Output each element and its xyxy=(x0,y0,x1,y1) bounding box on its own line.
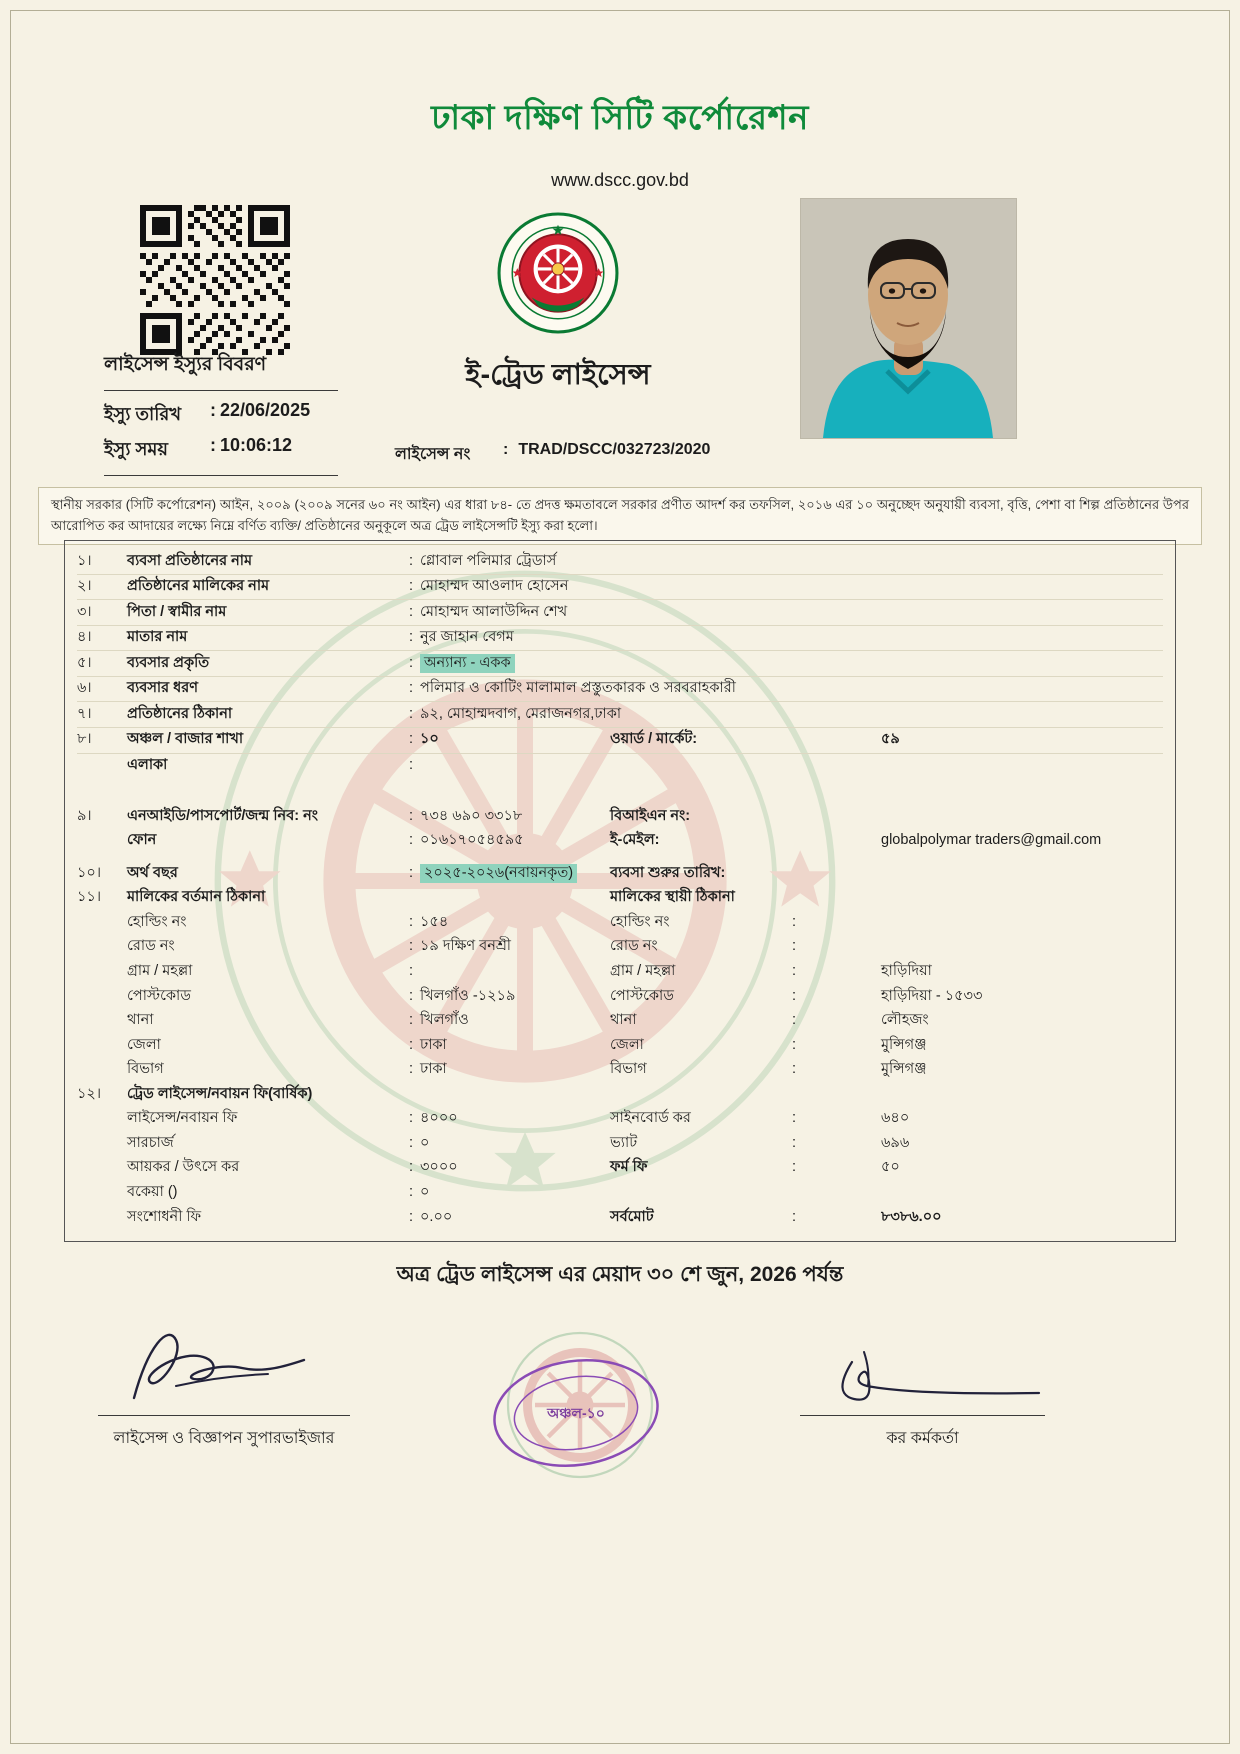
phone-label: ফোন xyxy=(127,832,157,849)
license-number-row xyxy=(395,441,710,468)
colon: : xyxy=(408,1061,414,1078)
current-address-title: মালিকের বর্তমান ঠিকানা xyxy=(127,889,266,906)
row-number: ৩। xyxy=(77,603,92,620)
fee-value: ৩০০০ xyxy=(420,1159,458,1176)
address-row-village xyxy=(77,959,1163,984)
colon: : xyxy=(408,962,414,979)
field-label: পিতা / স্বামীর নাম xyxy=(127,603,227,620)
colon: : xyxy=(408,1036,414,1053)
fee-row-arrears xyxy=(77,1181,1163,1206)
website-url: www.dscc.gov.bd xyxy=(551,170,689,190)
fee-row-surcharge xyxy=(77,1131,1163,1156)
permanent-address-title: মালিকের স্থায়ী ঠিকানা xyxy=(610,889,735,906)
colon: : xyxy=(791,913,797,930)
colon: : xyxy=(408,705,414,722)
supervisor-signature xyxy=(118,1318,338,1418)
address-label: থানা xyxy=(127,1012,154,1029)
fee-right-value: ৬৯৬ xyxy=(881,1134,910,1151)
tax-officer-signature xyxy=(812,1338,1047,1423)
fiscal-year-value: ২০২৫-২০২৬(নবায়নকৃত) xyxy=(420,864,577,884)
fee-row-license xyxy=(77,1107,1163,1132)
zone-value: ১০ xyxy=(420,731,439,748)
current-value: ১৫৪ xyxy=(420,913,449,930)
license-number-value: TRAD/DSCC/032723/2020 xyxy=(518,441,711,458)
row-number: ৫। xyxy=(77,654,92,671)
perm-label: জেলা xyxy=(610,1036,644,1053)
fee-right-value: ৫০ xyxy=(881,1159,900,1176)
address-label: হোল্ডিং নং xyxy=(127,913,187,930)
fee-row-incometax xyxy=(77,1156,1163,1181)
document-title: ই-ট্রেড লাইসেন্স xyxy=(465,359,651,391)
row-address-headers xyxy=(77,886,1163,911)
fee-value: ০ xyxy=(420,1134,430,1151)
dscc-logo-icon xyxy=(497,212,619,334)
perm-value: হাড়িদিয়া xyxy=(881,962,932,979)
row-number: ৭। xyxy=(77,705,92,722)
current-value: খিলগাঁও -১২১৯ xyxy=(420,987,516,1004)
license-details-table xyxy=(64,540,1176,1242)
nid-label: এনআইডি/পাসপোর্ট/জন্ম নিব: নং xyxy=(127,807,319,824)
zone-stamp xyxy=(486,1352,666,1479)
current-value: ঢাকা xyxy=(420,1061,447,1078)
issue-time-row xyxy=(104,433,338,468)
colon: : xyxy=(408,731,414,748)
org-title: ঢাকা দক্ষিণ সিটি কর্পোরেশন xyxy=(431,99,809,137)
fee-right-label: ভ্যাট xyxy=(610,1134,638,1151)
colon: : xyxy=(791,1110,797,1127)
colon: : xyxy=(791,987,797,1004)
address-row-postcode xyxy=(77,984,1163,1009)
perm-value: লৌহজং xyxy=(881,1012,929,1029)
colon: : xyxy=(210,435,216,455)
field-label: প্রতিষ্ঠানের ঠিকানা xyxy=(127,705,233,722)
colon: : xyxy=(503,441,509,458)
row-phone-email xyxy=(77,829,1163,854)
email-value: globalpolymar traders@gmail.com xyxy=(881,832,1102,849)
field-value: গ্লোবাল পলিমার ট্রেডার্স xyxy=(420,552,557,569)
row-father-name xyxy=(77,600,1163,626)
colon: : xyxy=(408,807,414,824)
fee-label: আয়কর / উৎসে কর xyxy=(127,1159,240,1176)
fee-right-label: ফর্ম ফি xyxy=(610,1159,648,1176)
area-label: এলাকা xyxy=(127,757,168,773)
perm-value: হাড়িদিয়া - ১৫৩৩ xyxy=(881,987,983,1004)
address-row-road xyxy=(77,935,1163,960)
field-value: মোহাম্মদ আলাউদ্দিন শেখ xyxy=(420,603,568,620)
row-business-name xyxy=(77,549,1163,575)
address-label: পোস্টকোড xyxy=(127,987,191,1004)
row-establishment-address xyxy=(77,702,1163,728)
current-value: ১৯ দক্ষিণ বনশ্রী xyxy=(420,938,511,955)
issue-time-label: ইস্যু সময় xyxy=(104,439,168,459)
legal-clause-text: স্থানীয় সরকার (সিটি কর্পোরেশন) আইন, ২০০৯ (২০০৯ সনের ৬০ নং আইন) এর ধারা ৮৪- তে প্রদত্ত ক্ষমতাবলে সরকার প্রণীত আদর্শ কর তফসিল, ২০১৬ এর ১০ অনুচ্ছেদ অনুযায়ী ব্যবসা, বৃত্তি, পেশা বা শিল্প প্রতিষ্ঠানের উপর আরোপিত কর আদায়ের লক্ষ্যে নিম্নে বর্ণিত ব্যক্তি/ প্রতিষ্ঠানের অনুকূলে অত্র ট্রেড লাইসেন্সটি ইস্যু করা হলো। xyxy=(38,487,1202,545)
colon: : xyxy=(791,1036,797,1053)
colon: : xyxy=(408,629,414,646)
row-number: ১১। xyxy=(77,889,102,906)
row-number: ৯। xyxy=(77,807,92,824)
row-number: ৮। xyxy=(77,731,92,748)
row-area xyxy=(77,754,1163,779)
fee-right-label: সর্বমোট xyxy=(610,1208,654,1225)
address-label: রোড নং xyxy=(127,938,175,955)
field-value-highlighted: অন্যান্য - একক xyxy=(420,654,515,674)
field-label: অঞ্চল / বাজার শাখা xyxy=(127,731,244,748)
issue-details xyxy=(104,350,338,476)
colon: : xyxy=(791,1159,797,1176)
stamp-text: অঞ্চল-১০ xyxy=(547,1405,605,1421)
fees-section-title: ট্রেড লাইসেন্স/নবায়ন ফি(বার্ষিক) xyxy=(127,1085,313,1102)
colon: : xyxy=(408,987,414,1004)
fee-right-value: ৮৩৮৬.০০ xyxy=(881,1208,942,1225)
field-value: নুর জাহান বেগম xyxy=(420,629,514,646)
colon: : xyxy=(791,938,797,955)
perm-label: থানা xyxy=(610,1012,637,1029)
current-value: ঢাকা xyxy=(420,1036,447,1053)
address-label: বিভাগ xyxy=(127,1061,164,1078)
email-label: ই-মেইল: xyxy=(610,832,660,849)
colon: : xyxy=(791,1134,797,1151)
fee-value: ০ xyxy=(420,1184,430,1200)
row-number: ১০। xyxy=(77,864,102,881)
colon: : xyxy=(791,1012,797,1029)
validity-statement: অত্র ট্রেড লাইসেন্স এর মেয়াদ ৩০ শে জুন, 2026 পর্যন্ত xyxy=(396,1263,844,1286)
ward-market-value: ৫৯ xyxy=(881,731,900,748)
perm-value: মুন্সিগঞ্জ xyxy=(881,1036,927,1053)
fee-label: সংশোধনী ফি xyxy=(127,1208,202,1225)
fee-row-amendment-total xyxy=(77,1205,1163,1230)
row-fees-header xyxy=(77,1082,1163,1107)
row-mother-name xyxy=(77,626,1163,652)
field-value: মোহাম্মদ আওলাদ হোসেন xyxy=(420,578,569,595)
nid-value: ৭৩৪ ৬৯০ ৩৩১৮ xyxy=(420,807,523,824)
issue-date-row xyxy=(104,398,338,433)
address-row-district xyxy=(77,1033,1163,1058)
fee-right-label: সাইনবোর্ড কর xyxy=(610,1110,691,1127)
colon: : xyxy=(408,578,414,595)
colon: : xyxy=(408,832,414,849)
row-nid xyxy=(77,804,1163,829)
ward-market-label: ওয়ার্ড / মার্কেট: xyxy=(610,731,698,748)
fee-label: বকেয়া () xyxy=(127,1184,178,1200)
license-number-label: লাইসেন্স নং xyxy=(395,446,471,463)
perm-label: পোস্টকোড xyxy=(610,987,674,1004)
row-number: ২। xyxy=(77,578,92,595)
colon: : xyxy=(408,552,414,569)
colon: : xyxy=(408,1012,414,1029)
fee-label: লাইসেন্স/নবায়ন ফি xyxy=(127,1110,238,1127)
field-value: পলিমার ও কোটিং মালামাল প্রস্তুতকারক ও সরবরাহকারী xyxy=(420,680,736,697)
field-label: ব্যবসার প্রকৃতি xyxy=(127,654,210,671)
fiscal-year-label: অর্থ বছর xyxy=(127,864,178,881)
colon: : xyxy=(408,1134,414,1151)
colon: : xyxy=(408,938,414,955)
address-row-division xyxy=(77,1058,1163,1083)
field-label: ব্যবসা প্রতিষ্ঠানের নাম xyxy=(127,552,253,569)
field-label: প্রতিষ্ঠানের মালিকের নাম xyxy=(127,578,270,595)
fee-label: সারচার্জ xyxy=(127,1134,174,1151)
colon: : xyxy=(408,654,414,671)
issue-date-label: ইস্যু তারিখ xyxy=(104,404,182,424)
row-number: ৪। xyxy=(77,629,92,646)
colon: : xyxy=(408,1208,414,1225)
tax-officer-caption: কর কর্মকর্তা xyxy=(800,1415,1045,1452)
colon: : xyxy=(408,1184,414,1200)
address-label: জেলা xyxy=(127,1036,161,1053)
phone-value: ০১৬১৭০৫৪৫৯৫ xyxy=(420,832,524,849)
issue-section-title: লাইসেন্স ইস্যুর বিবরণ xyxy=(104,350,338,391)
colon: : xyxy=(408,1159,414,1176)
qr-code xyxy=(140,205,290,355)
colon: : xyxy=(791,962,797,979)
colon: : xyxy=(408,913,414,930)
row-fiscal-year xyxy=(77,861,1163,886)
colon: : xyxy=(408,757,414,773)
fee-value: ৪০০০ xyxy=(420,1110,458,1127)
perm-label: বিভাগ xyxy=(610,1061,647,1078)
row-number: ৬। xyxy=(77,680,92,697)
row-zone-market xyxy=(77,728,1163,754)
perm-label: হোল্ডিং নং xyxy=(610,913,670,930)
perm-value: মুন্সিগঞ্জ xyxy=(881,1061,927,1078)
colon: : xyxy=(408,1110,414,1127)
row-number: ১২। xyxy=(77,1085,102,1102)
field-label: মাতার নাম xyxy=(127,629,188,646)
address-row-thana xyxy=(77,1009,1163,1034)
address-label: গ্রাম / মহল্লা xyxy=(127,962,193,979)
colon: : xyxy=(408,603,414,620)
field-label: ব্যবসার ধরণ xyxy=(127,680,199,697)
supervisor-caption: লাইসেন্স ও বিজ্ঞাপন সুপারভাইজার xyxy=(98,1415,350,1452)
perm-label: গ্রাম / মহল্লা xyxy=(610,962,676,979)
colon: : xyxy=(408,864,414,881)
perm-label: রোড নং xyxy=(610,938,658,955)
colon: : xyxy=(210,400,216,420)
colon: : xyxy=(408,680,414,697)
field-value: ৯২, মোহাম্মদবাগ, মেরাজনগর,ঢাকা xyxy=(420,705,622,722)
address-row-holding xyxy=(77,910,1163,935)
issue-date-value: 22/06/2025 xyxy=(220,400,311,420)
row-business-nature xyxy=(77,651,1163,677)
business-start-label: ব্যবসা শুরুর তারিখ: xyxy=(610,864,726,881)
row-number: ১। xyxy=(77,552,92,569)
colon: : xyxy=(791,1208,797,1225)
owner-photo xyxy=(800,198,1017,439)
bin-label: বিআইএন নং: xyxy=(610,807,691,824)
fee-value: ০.০০ xyxy=(420,1208,453,1225)
row-owner-name xyxy=(77,575,1163,601)
fee-right-value: ৬৪০ xyxy=(881,1110,910,1127)
issue-time-value: 10:06:12 xyxy=(220,435,293,455)
colon: : xyxy=(791,1061,797,1078)
row-business-type xyxy=(77,677,1163,703)
current-value: খিলগাঁও xyxy=(420,1012,469,1029)
